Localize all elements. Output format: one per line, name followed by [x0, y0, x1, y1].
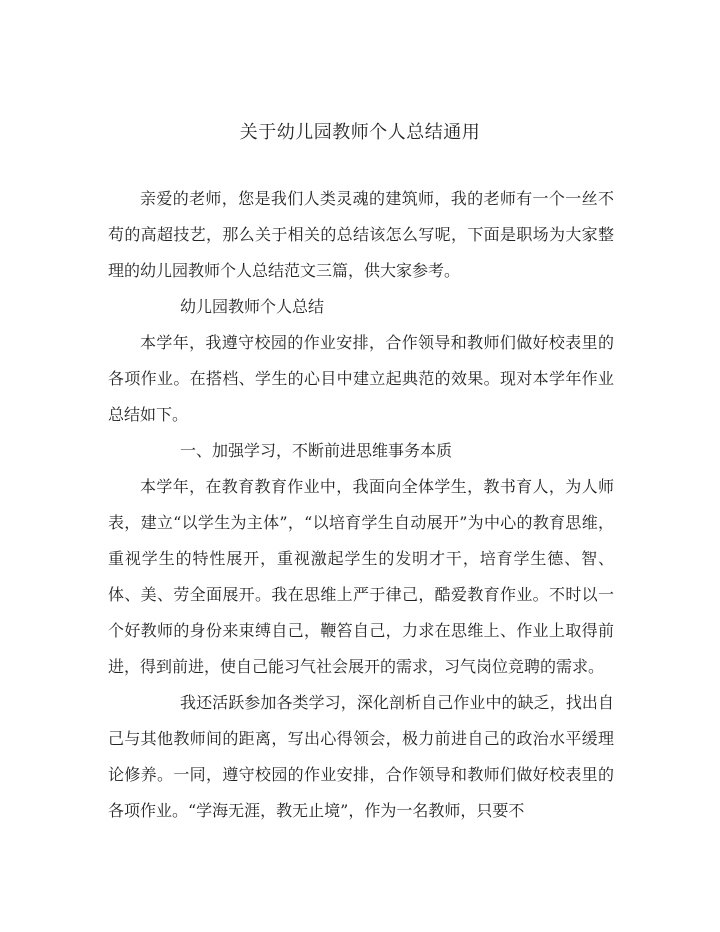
- section-heading: 幼儿园教师个人总结: [180, 297, 325, 316]
- document-body: [108, 181, 614, 829]
- body-paragraph: 我还活跃参加各类学习，深化剖析自己作业中的缺乏，找出自己与其他教师间的距离，写出心得领会，极力前进自己的政治水平缓理论修养。一同，遵守校园的作业安排，合作领导和教师们做好校表里的各项作业。“学海无涯，教无止境”，作为一名教师，只要不: [108, 693, 614, 820]
- intro-paragraph: 亲爱的老师，您是我们人类灵魂的建筑师，我的老师有一个一丝不苟的高超技艺，那么关于相关的总结该怎么写呢，下面是职场为大家整理的幼儿园教师个人总结范文三篇，供大家参考。: [108, 189, 614, 280]
- subsection-heading: 一、加强学习，不断前进思维事务本质: [180, 441, 453, 460]
- document-title: 关于幼儿园教师个人总结通用: [239, 122, 481, 143]
- body-paragraph: 本学年，我遵守校园的作业安排，合作领导和教师们做好校表里的各项作业。在搭档、学生的心目中建立起典范的效果。现对本学年作业总结如下。: [108, 333, 614, 424]
- body-paragraph: 本学年，在教育教育作业中，我面向全体学生，教书育人，为人师表，建立“以学生为主体”，“以培育学生自动展开”为中心的教育思维，重视学生的特性展开，重视激起学生的发明才干，培育学生德、智、体、美、劳全面展开。我在思维上严于律己，酷爱教育作业。不时以一个好教师的身份来束缚自己，鞭笞自己，力求在思维上、作业上取得前进，得到前进，使自己能习气社会展开的需求，习气岗位竞聘的需求。: [108, 477, 614, 676]
